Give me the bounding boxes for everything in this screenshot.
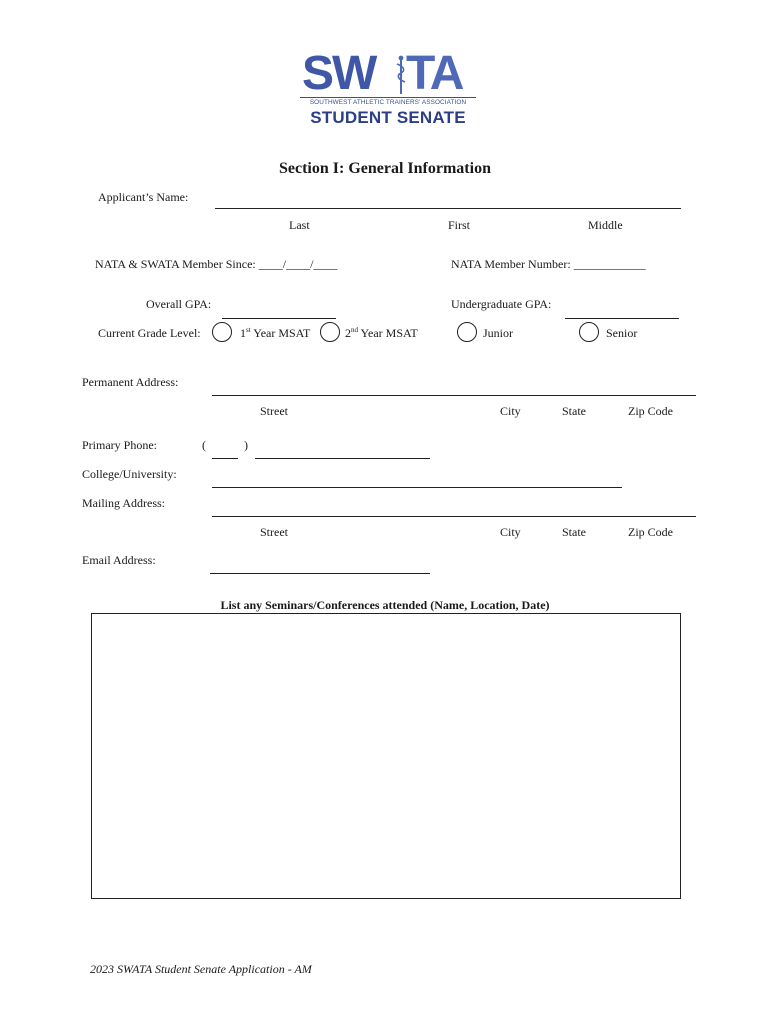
phone-close-paren: ) xyxy=(244,438,248,452)
perm-zip-caption: Zip Code xyxy=(628,404,673,418)
last-name-caption: Last xyxy=(289,218,310,232)
applicant-name-field[interactable] xyxy=(215,208,681,209)
radio-junior[interactable] xyxy=(457,322,477,342)
radio-first-year-msat[interactable] xyxy=(212,322,232,342)
logo-association-text: SOUTHWEST ATHLETIC TRAINERS' ASSOCIATION xyxy=(300,97,476,106)
mailing-address-field[interactable] xyxy=(212,516,696,517)
logo-sw-text: SW xyxy=(302,47,376,100)
overall-gpa-field[interactable] xyxy=(222,318,336,319)
mail-state-caption: State xyxy=(562,525,586,539)
middle-name-caption: Middle xyxy=(588,218,623,232)
junior-label: Junior xyxy=(483,326,513,340)
email-field[interactable] xyxy=(210,573,430,574)
mailing-address-label: Mailing Address: xyxy=(82,496,165,510)
college-label: College/University: xyxy=(82,467,177,481)
mail-zip-caption: Zip Code xyxy=(628,525,673,539)
logo-senate-text: STUDENT SENATE xyxy=(310,108,466,127)
perm-state-caption: State xyxy=(562,404,586,418)
radio-senior[interactable] xyxy=(579,322,599,342)
member-number-field[interactable]: NATA Member Number: ____________ xyxy=(451,257,646,271)
member-since-field[interactable]: NATA & SWATA Member Since: ____/____/____ xyxy=(95,257,338,271)
undergrad-gpa-field[interactable] xyxy=(565,318,679,319)
mail-street-caption: Street xyxy=(260,525,288,539)
college-field[interactable] xyxy=(212,487,622,488)
seminars-textarea[interactable] xyxy=(91,613,681,899)
overall-gpa-label: Overall GPA: xyxy=(146,297,212,311)
permanent-address-label: Permanent Address: xyxy=(82,375,179,389)
senior-label: Senior xyxy=(606,326,638,340)
section-title: Section I: General Information xyxy=(279,160,491,177)
grade-level-label: Current Grade Level: xyxy=(98,326,201,340)
seminars-title: List any Seminars/Conferences attended (Name, Location, Date) xyxy=(220,598,550,612)
perm-city-caption: City xyxy=(500,404,521,418)
footer-text: 2023 SWATA Student Senate Application - AM xyxy=(90,962,312,976)
second-year-msat-label: 2nd Year MSAT xyxy=(345,326,418,340)
phone-area-code-field[interactable] xyxy=(212,458,238,459)
perm-street-caption: Street xyxy=(260,404,288,418)
undergrad-gpa-label: Undergraduate GPA: xyxy=(451,297,552,311)
swata-logo xyxy=(300,47,476,132)
radio-second-year-msat[interactable] xyxy=(320,322,340,342)
first-name-caption: First xyxy=(448,218,471,232)
applicant-name-label: Applicant’s Name: xyxy=(98,190,189,204)
logo-ta-text: TA xyxy=(406,47,463,100)
email-label: Email Address: xyxy=(82,553,156,567)
permanent-address-field[interactable] xyxy=(212,395,696,396)
primary-phone-label: Primary Phone: xyxy=(82,438,157,452)
phone-number-field[interactable] xyxy=(255,458,430,459)
first-year-msat-label: 1st Year MSAT xyxy=(240,326,311,340)
phone-open-paren: ( xyxy=(202,438,206,452)
mail-city-caption: City xyxy=(500,525,521,539)
